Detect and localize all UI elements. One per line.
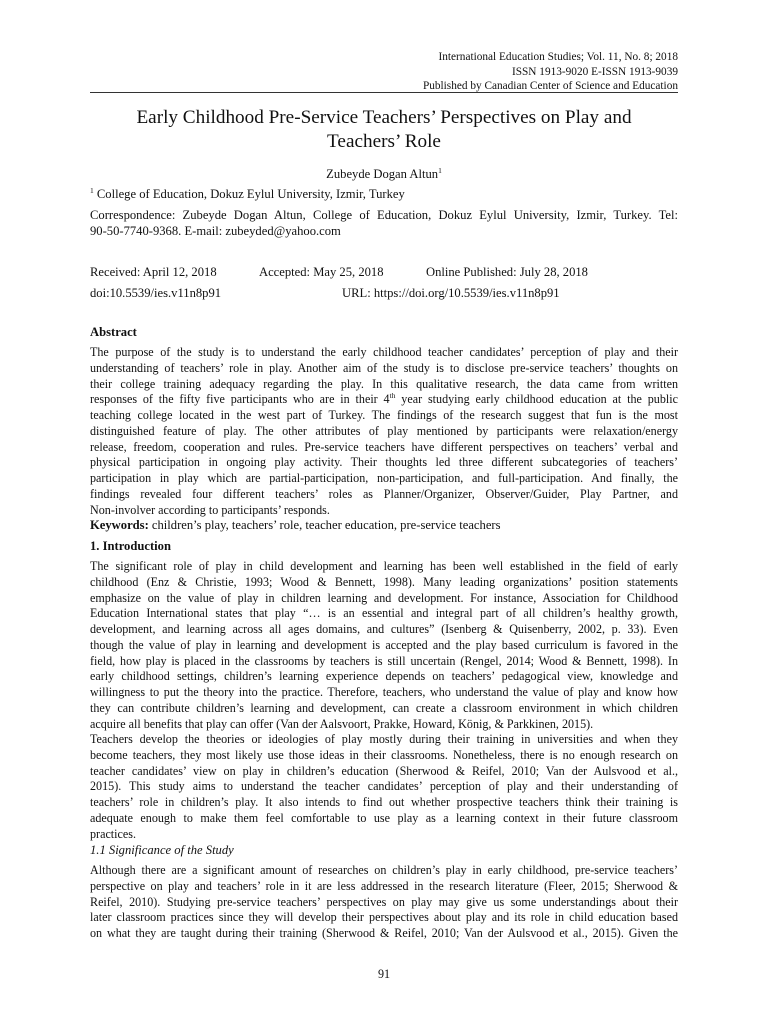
- ordinal-suffix: th: [389, 392, 396, 401]
- text-line: [90, 654, 678, 670]
- journal-publisher: Published by Canadian Center of Science and Education: [422, 80, 678, 93]
- line-text: teachers’ role in children’s play. It also intends to find out whether prospective teachers think their training is: [90, 795, 678, 809]
- abstract-body: [90, 345, 678, 518]
- text-line: [90, 591, 678, 607]
- text-line: [90, 669, 678, 685]
- line-text-rest: year studying early childhood education at the public: [395, 392, 678, 407]
- line-text: adequate enough to make them feel comfortable to use play as a learning context in their future classroom: [90, 810, 678, 825]
- line-text: development, and learning across all ages domains, and cultures” (Isenberg & Quisenberry, 2002, p. 33). Even: [90, 622, 678, 636]
- line-text: 2015). This study aims to understand the teacher candidates’ perception of play and their understanding of: [90, 779, 678, 794]
- text-line: [90, 606, 678, 622]
- significance-paragraph: [90, 863, 678, 942]
- text-line: [90, 361, 678, 377]
- line-text: willingness to put the theory into the practice. Therefore, teachers, who understand the value of play and know how: [90, 685, 678, 699]
- text-line: [90, 622, 678, 638]
- page-number: 91: [377, 967, 391, 981]
- text-line: [90, 926, 678, 942]
- journal-header: [278, 50, 678, 94]
- text-line: [90, 895, 678, 911]
- text-line: [90, 440, 678, 456]
- author-affiliation-mark: 1: [438, 165, 442, 175]
- line-text: emphasize on the value of play in children learning and development. For instance, Association for Childhood: [90, 590, 678, 605]
- text-line: [90, 424, 678, 440]
- received-date: Received: April 12, 2018: [90, 265, 217, 279]
- correspondence-line-1: Correspondence: Zubeyde Dogan Altun, College of Education, Dokuz Eylul University, Izmir, Turkey. Tel:: [90, 208, 678, 222]
- line-text: become teachers, they most likely use those ideas in their classrooms. Nonetheless, there is no enough research on: [90, 747, 678, 762]
- text-line: [90, 879, 678, 895]
- line-text: later classroom practices since they will develop their perspectives about play and its role in child education based: [90, 910, 678, 925]
- line-text: though the value of play in learning and development is accepted and the play based curriculum is favored in the: [90, 637, 678, 652]
- line-text: teacher candidates’ view on play in children’s education (Sherwood & Reifel, 2010; Van der Aulsvood et al.,: [90, 763, 678, 778]
- keywords-text: children’s play, teachers’ role, teacher education, pre-service teachers: [148, 518, 501, 532]
- abstract-heading: Abstract: [90, 325, 137, 339]
- line-text: childhood (Enz & Christie, 1993; Wood & Bennett, 1998). Many leading organizations’ position statements: [90, 574, 678, 589]
- title-line-2: Teachers’ Role: [327, 131, 441, 152]
- keywords: [90, 518, 501, 533]
- text-line: [90, 408, 678, 424]
- introduction-paragraph-1: [90, 559, 678, 732]
- doi[interactable]: doi:10.5539/ies.v11n8p91: [90, 286, 222, 300]
- paper-title: [90, 106, 678, 154]
- line-text: responses of the fifty five participants who are in their 4: [90, 392, 390, 407]
- line-text: perspective on play and teachers’ role in it are less addressed in the research literature (Fleer, 2015; Sherwood &: [90, 878, 678, 893]
- line-text: findings revealed four different teachers’ roles as Planner/Organizer, Observer/Guider, Play Partner, and: [90, 486, 678, 501]
- title-line-1: Early Childhood Pre-Service Teachers’ Perspectives on Play and: [136, 107, 632, 128]
- text-line: [90, 345, 678, 361]
- correspondence: [90, 207, 678, 239]
- line-text: Reifel, 2010). Studying pre-service teachers’ perspectives on play may give us some understandings about their: [90, 894, 678, 909]
- accepted-date: Accepted: May 25, 2018: [259, 265, 384, 279]
- significance-heading: 1.1 Significance of the Study: [90, 843, 234, 857]
- text-line: [90, 503, 678, 519]
- affiliation: [90, 187, 405, 202]
- text-line: [90, 392, 678, 408]
- text-line: [90, 732, 678, 748]
- line-text: teaching college located in the west part of Turkey. The findings of the research suggest that fun is the most: [90, 408, 678, 422]
- header-rule: [90, 92, 678, 93]
- line-text: their college training adequacy regarding the play. In this qualitative research, the data came from written: [90, 376, 678, 391]
- introduction-heading: 1. Introduction: [90, 539, 171, 553]
- text-line: [90, 717, 678, 733]
- line-text: physical participation in ongoing play activity. Their thoughts led three different subcategories of teachers’: [90, 455, 678, 470]
- text-line: [90, 827, 678, 843]
- line-text: participation in play which are partial-participation, non-participation, and full-participation. And finally, the: [90, 471, 678, 485]
- line-text: on what they are taught during their training (Sherwood & Reifel, 2010; Van der Aulsvood et al., 2015). Given the: [90, 926, 678, 940]
- text-line: [90, 471, 678, 487]
- line-text: field, how play is placed in the classrooms by teachers is still uncertain (Rengel, 2014; Wood & Bennett, 1998). In: [90, 653, 678, 668]
- line-text: The purpose of the study is to understand the early childhood teacher candidates’ perception of play and their: [90, 345, 678, 359]
- line-text: acquire all benefits that play can offer (Van der Aalsvoort, Prakke, Howard, König, & Parkkinen, 2015).: [90, 716, 594, 731]
- author: [0, 167, 768, 182]
- text-line: [90, 701, 678, 717]
- text-line: [90, 795, 678, 811]
- journal-citation: International Education Studies; Vol. 11, No. 8; 2018: [438, 51, 678, 63]
- line-text: The significant role of play in child development and learning has been well established in the field of early: [90, 559, 678, 573]
- keywords-label: Keywords:: [90, 518, 149, 532]
- journal-issn: ISSN 1913-9020 E-ISSN 1913-9039: [511, 65, 678, 78]
- text-line: [90, 748, 678, 764]
- text-line: [90, 910, 678, 926]
- text-line: [90, 638, 678, 654]
- line-text: understanding of teachers’ role in play. Another aim of the study is to disclose pre-service teachers’ thoughts on: [90, 360, 678, 375]
- text-line: [90, 764, 678, 780]
- line-text: Education International states that play “… is an essential and integral part of all children’s healthy growth,: [90, 606, 678, 621]
- author-name: Zubeyde Dogan Altun: [326, 167, 439, 181]
- line-text: Teachers develop the theories or ideologies of play mostly during their training in universities and when they: [90, 732, 678, 746]
- line-text: distinguished feature of play. The other attributes of play mentioned by participants were relaxation/energy: [90, 423, 678, 438]
- text-line: [90, 377, 678, 393]
- text-line: [90, 487, 678, 503]
- text-line: [90, 575, 678, 591]
- line-text: Although there are a significant amount of researches on children’s play in early childhood, pre-service teachers’: [90, 863, 678, 877]
- line-text: release, freedom, cooperation and rules. Pre-service teachers have different perspectives on teachers’ verbal and: [90, 439, 678, 454]
- text-line: [90, 863, 678, 879]
- text-line: [90, 685, 678, 701]
- affiliation-mark: 1: [90, 185, 94, 195]
- affiliation-text: College of Education, Dokuz Eylul University, Izmir, Turkey: [93, 187, 405, 201]
- text-line: [90, 779, 678, 795]
- line-text: practices.: [90, 826, 136, 841]
- line-text: early childhood settings, children’s learning experience depends on teachers’ pedagogical view, knowledge and: [90, 669, 678, 684]
- line-text: they can contribute children’s learning and development, can create a classroom environment in which children: [90, 700, 678, 715]
- text-line: [90, 811, 678, 827]
- doi-url[interactable]: URL: https://doi.org/10.5539/ies.v11n8p91: [342, 286, 560, 300]
- text-line: [90, 455, 678, 471]
- correspondence-line-2: 90-50-7740-9368. E-mail: zubeyded@yahoo.com: [90, 224, 341, 239]
- line-text: Non-involver according to participants’ responds.: [90, 502, 330, 517]
- published-date: Online Published: July 28, 2018: [426, 265, 588, 279]
- text-line: [90, 559, 678, 575]
- introduction-paragraph-2: [90, 732, 678, 842]
